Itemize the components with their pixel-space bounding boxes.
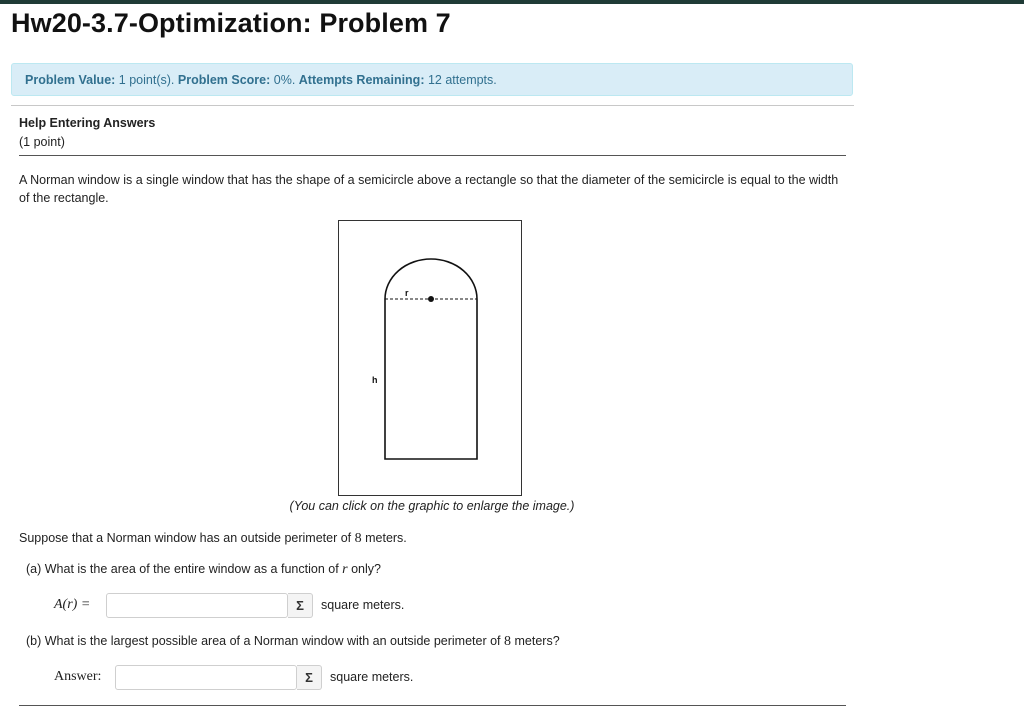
answer-b-input[interactable] [115, 665, 297, 690]
norman-window-figure[interactable] [338, 220, 522, 496]
divider [11, 105, 854, 106]
answer-a-input[interactable] [106, 593, 288, 618]
attempts-remaining-label: Attempts Remaining: [298, 73, 425, 87]
height-label: h [372, 375, 378, 385]
figure-caption: (You can click on the graphic to enlarge the image.) [289, 499, 575, 513]
top-accent-bar [0, 0, 1024, 4]
window-outline [385, 259, 477, 459]
problem-value: 1 point(s). [118, 73, 175, 87]
setup-units: meters. [365, 531, 407, 545]
problem-info-alert [11, 63, 853, 96]
question-a-text: (a) What is the area of the entire window as a function of [26, 562, 339, 576]
problem-statement: A Norman window is a single window that has the shape of a semicircle above a rectangle so that the diameter of the semicircle is equal to the width of the rectangle. [19, 173, 839, 205]
setup-text: Suppose that a Norman window has an outside perimeter of [19, 531, 352, 545]
question-a-variable: r [342, 562, 348, 577]
question-b-value: 8 [504, 634, 512, 649]
equation-editor-b-button[interactable]: Σ [297, 665, 322, 690]
radius-label: r [405, 288, 409, 298]
problem-points: (1 point) [19, 135, 65, 149]
answer-a-label: A(r) = [54, 597, 91, 612]
problem-score-label: Problem Score: [177, 73, 271, 87]
page-title: Hw20-3.7-Optimization: Problem 7 [11, 8, 451, 38]
question-b-text: (b) What is the largest possible area of a Norman window with an outside perimeter of [26, 634, 501, 648]
help-entering-answers-link[interactable]: Help Entering Answers [19, 116, 156, 130]
question-b [26, 634, 560, 650]
divider [19, 705, 846, 706]
problem-score: 0%. [273, 73, 296, 87]
perimeter-value: 8 [354, 531, 362, 546]
center-point [428, 296, 434, 302]
answer-b-units: square meters. [330, 670, 414, 684]
attempts-remaining: 12 attempts. [427, 73, 497, 87]
equation-editor-a-button[interactable]: Σ [288, 593, 313, 618]
problem-value-label: Problem Value: [25, 73, 116, 87]
answer-a-units: square meters. [321, 598, 405, 612]
question-a-suffix: only? [351, 562, 381, 576]
divider [19, 155, 846, 156]
question-b-suffix: meters? [514, 634, 560, 648]
question-a [26, 562, 381, 578]
norman-window-diagram [339, 221, 523, 497]
problem-setup [19, 531, 407, 547]
answer-b-label: Answer: [54, 669, 102, 684]
